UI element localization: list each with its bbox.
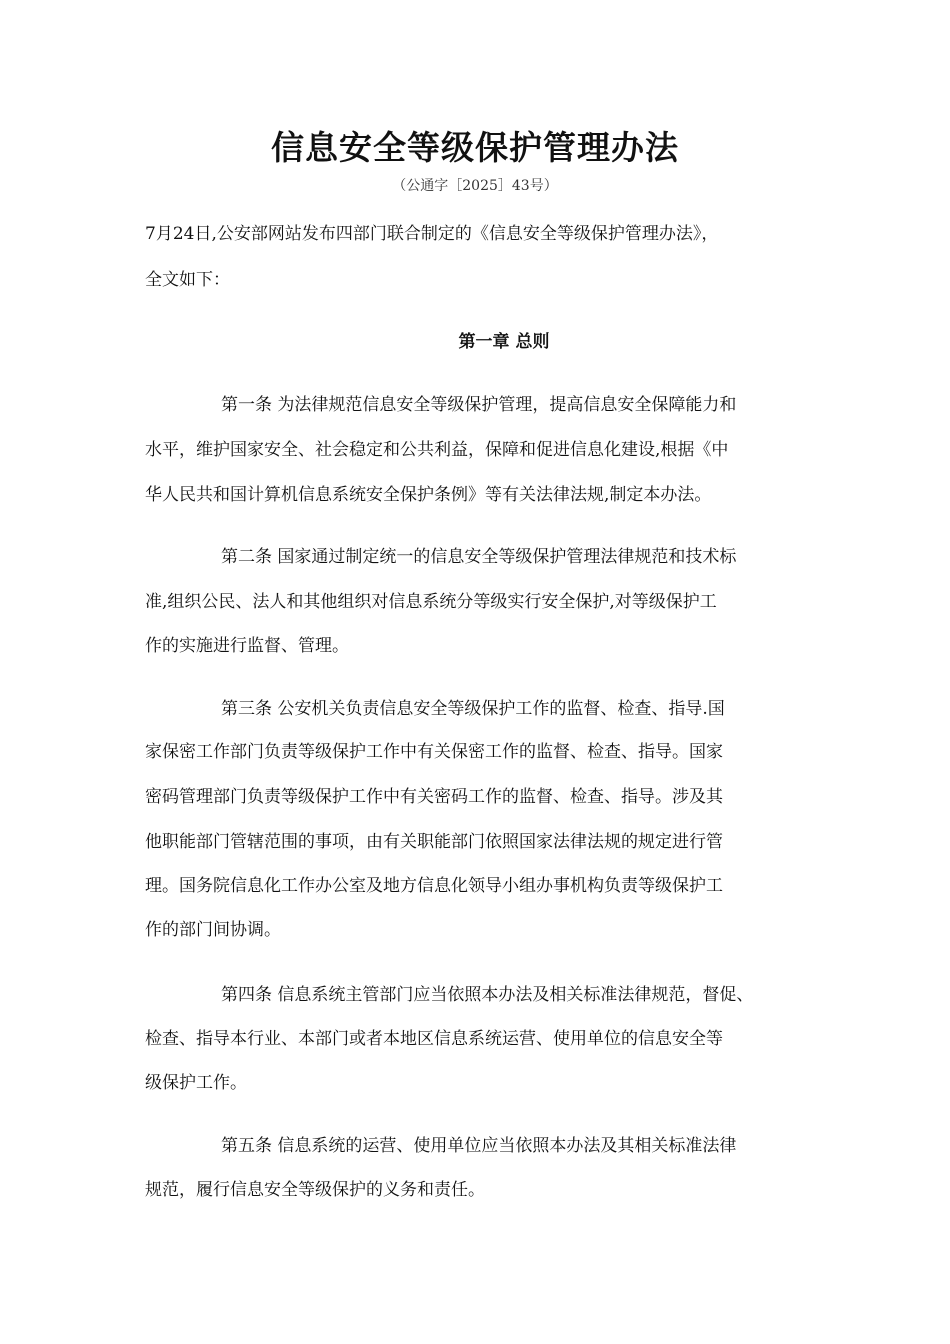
article-3-line: 密码管理部门负责等级保护工作中有关密码工作的监督、检查、指导。涉及其 [145, 787, 723, 807]
article-2-line: 准,组织公民、法人和其他组织对信息系统分等级实行安全保护,对等级保护工 [145, 592, 717, 612]
article-2-line: 作的实施进行监督、管理。 [145, 636, 349, 656]
article-3-line: 理。国务院信息化工作办公室及地方信息化领导小组办事机构负责等级保护工 [145, 876, 723, 896]
document-number: （公通字［2025］43号） [392, 178, 558, 194]
article-1-line: 水平，维护国家安全、社会稳定和公共利益，保障和促进信息化建设,根据《中 [145, 440, 729, 460]
article-3-line: 第三条 公安机关负责信息安全等级保护工作的监督、检查、指导.国 [221, 699, 725, 719]
article-1-line: 第一条 为法律规范信息安全等级保护管理，提高信息安全保障能力和 [221, 395, 737, 415]
article-1-line: 华人民共和国计算机信息系统安全保护条例》等有关法律法规,制定本办法。 [145, 485, 712, 505]
article-4-line: 检查、指导本行业、本部门或者本地区信息系统运营、使用单位的信息安全等 [145, 1029, 723, 1049]
article-2-line: 第二条 国家通过制定统一的信息安全等级保护管理法律规范和技术标 [221, 547, 737, 567]
document-title: 信息安全等级保护管理办法 [271, 128, 679, 167]
article-4-line: 第四条 信息系统主管部门应当依照本办法及相关标准法律规范，督促、 [221, 985, 754, 1005]
intro-line: 7月24日,公安部网站发布四部门联合制定的《信息安全等级保护管理办法》， [145, 224, 719, 244]
intro-line: 全文如下： [145, 270, 230, 290]
article-3-line: 家保密工作部门负责等级保护工作中有关保密工作的监督、检查、指导。国家 [145, 742, 723, 762]
chapter-heading: 第一章 总则 [458, 332, 550, 352]
article-3-line: 作的部门间协调。 [145, 920, 281, 940]
article-4-line: 级保护工作。 [145, 1073, 247, 1093]
article-5-line: 规范，履行信息安全等级保护的义务和责任。 [145, 1180, 485, 1200]
article-3-line: 他职能部门管辖范围的事项，由有关职能部门依照国家法律法规的规定进行管 [145, 832, 723, 852]
article-5-line: 第五条 信息系统的运营、使用单位应当依照本办法及其相关标准法律 [221, 1136, 737, 1156]
